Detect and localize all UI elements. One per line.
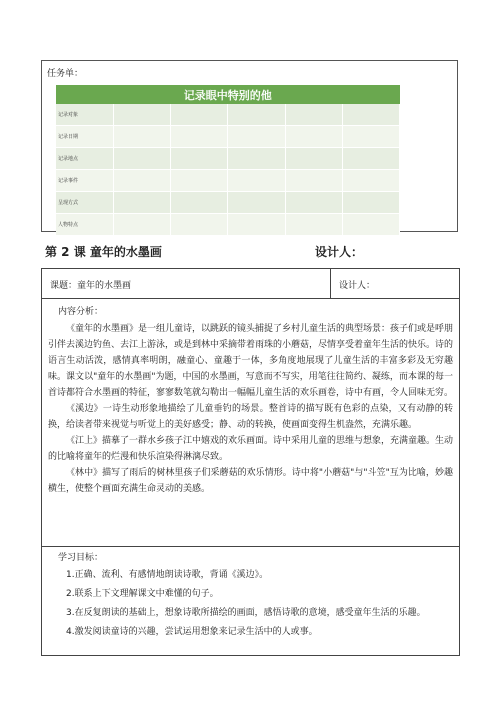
record-cell[interactable] — [171, 148, 228, 170]
table-row — [56, 104, 400, 126]
record-cell[interactable] — [113, 104, 170, 126]
goal-item: 3.在反复朗读的基础上，想象诗歌所描绘的画面，感悟诗歌的意境，感受童年生活的乐趣。 — [66, 608, 426, 618]
table-row — [56, 214, 400, 236]
table-row — [56, 192, 400, 214]
record-row-label: 记录日期 — [56, 126, 113, 148]
goals-title: 学习目标： — [58, 553, 104, 563]
record-cell[interactable] — [285, 148, 342, 170]
record-row-label: 人物特点 — [56, 214, 113, 236]
table-row — [56, 126, 400, 148]
record-cell[interactable] — [342, 192, 399, 214]
record-cell[interactable] — [285, 214, 342, 236]
task-sheet-label: 任务单： — [47, 69, 84, 79]
designer-cell — [330, 269, 459, 298]
record-cell[interactable] — [171, 192, 228, 214]
content-analysis-section — [42, 299, 459, 547]
record-cell[interactable] — [285, 104, 342, 126]
record-cell[interactable] — [171, 170, 228, 192]
record-cell[interactable] — [113, 126, 170, 148]
lesson-heading: 第 2 课 童年的水墨画 — [45, 245, 162, 259]
analysis-paragraph: 《江上》描摹了一群水乡孩子江中嬉戏的欢乐画面。诗中采用儿童的思维与想象，充满童趣。生动的比喻将童年的烂漫和快乐渲染得淋漓尽致。 — [48, 436, 454, 462]
record-cell[interactable] — [113, 192, 170, 214]
record-cell[interactable] — [228, 192, 285, 214]
analysis-title: 内容分析： — [58, 307, 104, 317]
analysis-paragraph: 《林中》描写了雨后的树林里孩子们采蘑菇的欢乐情形。诗中将"小蘑菇"与"斗笠"互为比喻，妙趣横生，使整个画面充满生命灵动的美感。 — [48, 468, 453, 494]
table-row — [56, 148, 400, 170]
goal-item: 2.联系上下文理解课文中难懂的句子。 — [66, 589, 219, 599]
analysis-paragraph: 《童年的水墨画》是一组儿童诗，以跳跃的镜头捕捉了乡村儿童生活的典型场景：孩子们或是呼朋引伴去溪边钓鱼、去江上游泳，或是到林中采摘带着雨珠的小蘑菇，尽情享受着童年生活的快乐。诗的语言生动活泼，感情真率明朗，融童心、童趣于一体，多角度地展现了儿童生活的丰富多彩及无穷趣味。课文以"童年的水墨画"为题，中国的水墨画，写意而不写实，用笔往往简约、凝练，而本课的每一首诗都符合水墨画的特征，寥寥数笔就勾勒出一幅幅儿童生活的欢乐画卷，诗中有画，令人回味无穷。 — [48, 324, 454, 398]
learning-goals-section — [42, 547, 459, 655]
record-cell[interactable] — [171, 104, 228, 126]
record-cell[interactable] — [228, 104, 285, 126]
lesson-plan-table — [41, 268, 460, 656]
record-cell[interactable] — [228, 214, 285, 236]
record-cell[interactable] — [113, 214, 170, 236]
record-cell[interactable] — [342, 104, 399, 126]
record-cell[interactable] — [228, 148, 285, 170]
record-cell[interactable] — [285, 126, 342, 148]
record-cell[interactable] — [342, 170, 399, 192]
record-cell[interactable] — [342, 214, 399, 236]
record-row-label: 记录对象 — [56, 104, 113, 126]
record-cell[interactable] — [228, 170, 285, 192]
table-row — [56, 170, 400, 192]
record-cell[interactable] — [342, 126, 399, 148]
topic-cell: 课题：童年的水墨画 — [50, 281, 132, 291]
record-table — [56, 85, 400, 236]
record-row-label: 记录地点 — [56, 148, 113, 170]
record-row-label: 呈现方式 — [56, 192, 113, 214]
record-table-title: 记录眼中特别的他 — [56, 85, 400, 104]
record-cell[interactable] — [171, 126, 228, 148]
designer-label: 设计人： — [339, 281, 376, 291]
record-cell[interactable] — [285, 192, 342, 214]
goal-item: 1.正确、流利、有感情地朗读诗歌，背诵《溪边》。 — [66, 570, 269, 580]
record-cell[interactable] — [113, 170, 170, 192]
record-cell[interactable] — [113, 148, 170, 170]
record-cell[interactable] — [342, 148, 399, 170]
record-cell[interactable] — [171, 214, 228, 236]
designer-heading: 设计人： — [315, 245, 364, 259]
record-row-label: 记录事件 — [56, 170, 113, 192]
goal-item: 4.激发阅读童诗的兴趣，尝试运用想象来记录生活中的人或事。 — [66, 627, 318, 637]
record-cell[interactable] — [228, 126, 285, 148]
analysis-paragraph: 《溪边》一诗生动形象地描绘了儿童垂钓的场景。整首诗的描写既有色彩的点染，又有动静的转换，给读者带来视觉与听觉上的美好感受；静、动的转换，使画面变得生机盎然，充满乐趣。 — [48, 404, 453, 430]
topic-row — [42, 269, 459, 299]
record-cell[interactable] — [285, 170, 342, 192]
